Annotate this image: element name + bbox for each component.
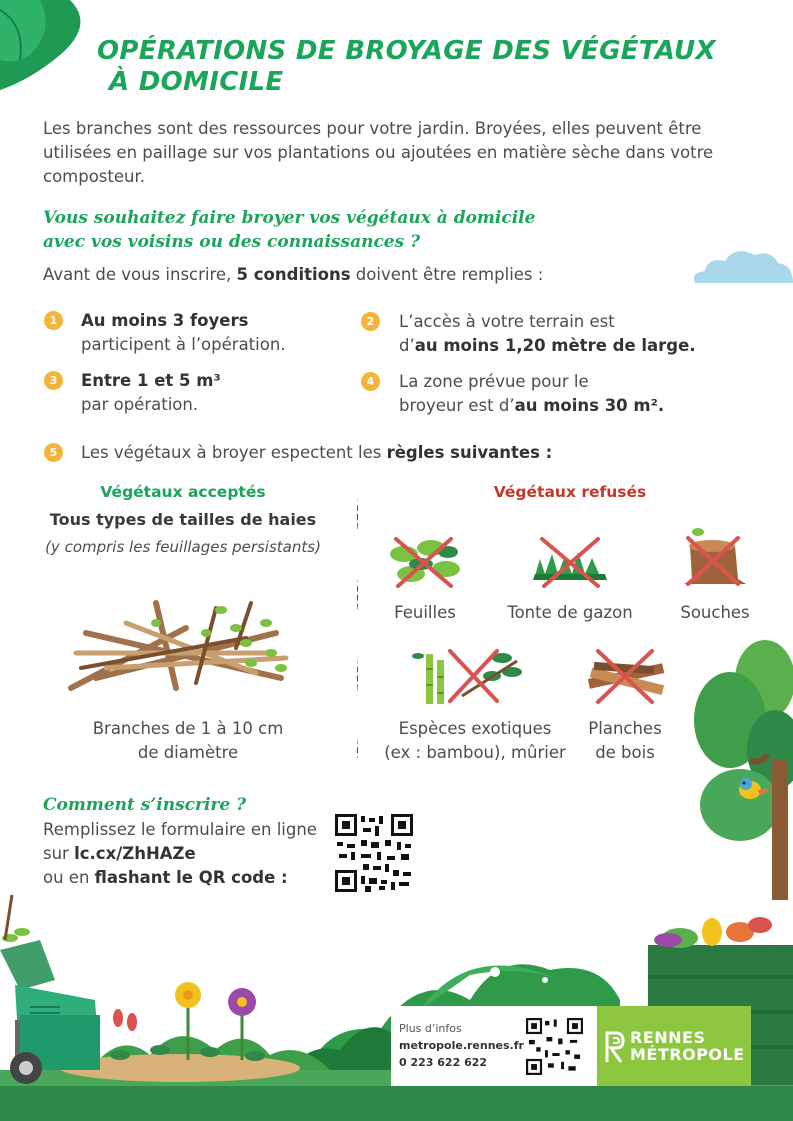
refused-heading: Végétaux refusés [493,483,647,501]
stump-refused-icon [680,524,750,588]
condition-4-text: La zone prévue pour le broyeur est d’au moins 30 m². [399,372,665,415]
rennes-logo-icon [604,1030,626,1064]
intro-paragraph: Les branches sont des ressources pour votre jardin. Broyées, elles peuvent être utilisées en paillage sur vos plantations ou ajoutées en matière sèche dans votre composteur. [43,119,714,186]
accepted-heading: Végétaux acceptés [100,483,266,501]
refused-label-leaves: Feuilles [394,603,456,622]
planks-refused-icon [584,646,668,706]
condition-number-badge: 4 [361,372,380,391]
footer-bar [0,1086,793,1121]
question-heading: Vous souhaitez faire broyer vos végétaux à domicile avec vos voisins ou des connaissances ? [43,208,536,252]
condition-3-text: Entre 1 et 5 m³ par opération. [81,371,221,414]
condition-2-text: L’accès à votre terrain est d’au moins 1,20 mètre de large. [399,312,696,355]
refused-label-exotic: Espèces exotiques (ex : bambou), mûrier [384,719,566,762]
info-qr-code[interactable] [526,1018,583,1075]
page-title: OPÉRATIONS DE BROYAGE DES VÉGÉTAUX À DOMICILE [97,36,716,97]
condition-number-badge: 2 [361,312,380,331]
accepted-note: (y compris les feuillages persistants) [45,538,321,556]
condition-number-badge: 5 [44,443,63,462]
cloud-illustration [690,245,793,287]
condition-1-text: Au moins 3 foyers participent à l’opération. [81,311,286,354]
corner-leaves-illustration [0,0,95,95]
bamboo-refused-icon [412,646,530,706]
leaves-refused-icon [386,534,466,590]
condition-number-badge: 3 [44,371,63,390]
tree-with-bird-illustration [690,640,793,900]
refused-label-grass: Tonte de gazon [507,603,633,622]
condition-5-text: Les végétaux à broyer espectent les règles suivantes : [81,443,553,462]
column-divider [355,496,358,758]
accepted-subheading: Tous types de tailles de haies [49,510,317,529]
accepted-caption: Branches de 1 à 10 cm de diamètre [92,719,284,762]
website-link[interactable]: metropole.rennes.fr [399,1039,524,1052]
phone-number[interactable]: 0 223 622 622 [399,1056,488,1069]
branches-illustration [66,598,296,698]
info-contact: Plus d’infos metropole.rennes.fr 0 223 622 622 [399,1022,524,1069]
refused-label-stumps: Souches [680,603,750,622]
grass-refused-icon [530,534,610,590]
refused-label-planks: Planches de bois [588,719,662,762]
conditions-intro: Avant de vous inscrire, 5 conditions doivent être remplies : [43,265,544,284]
signup-instructions: Remplissez le formulaire en ligne sur lc.cx/ZhHAZe ou en flashant le QR code : [43,820,317,887]
rennes-logo-text: RENNES MÉTROPOLE [630,1028,745,1064]
signup-link[interactable]: lc.cx/ZhHAZe [74,844,196,863]
condition-number-badge: 1 [44,311,63,330]
signup-heading: Comment s’inscrire ? [43,795,247,815]
